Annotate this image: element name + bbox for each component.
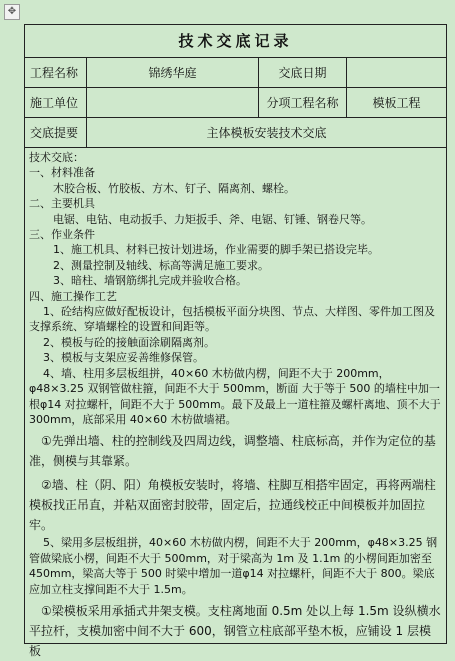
row-unit bbox=[25, 88, 446, 118]
section-4-para-7: 5、梁用多层板组拼，40×60 木枋做内楞，间距不大于 200mm，φ48×3.25 钢管做梁底小楞，间距不大于 500mm，对于梁高为 1m 及 1.1m 的小楞间距加密至 450mm，梁高大等于 500 时梁中增加一道φ14 对拉螺杆，间距不大于 800。梁底应加立柱支撑间距不大于 1.5m。 bbox=[29, 536, 438, 596]
document-title: 技术交底记录 bbox=[25, 25, 446, 58]
row-summary bbox=[25, 118, 446, 148]
date-field[interactable] bbox=[347, 58, 446, 87]
section-1-heading: 一、材料准备 bbox=[29, 166, 95, 180]
content-heading: 技术交底： bbox=[29, 151, 84, 164]
section-3-item-2: 2、测量控制及轴线、标高等满足施工要求。 bbox=[53, 258, 269, 272]
section-4-para-4: 4、墙、柱用多层板组拼，40×60 木枋做内楞，间距不大于 200mm，φ48×3.25 双钢管做柱箍，间距不大于 500mm，断面 大于等于 500 的墙柱中加一根φ14 对拉螺杆，间距不大于 500mm。最下及最上一道柱箍及螺杆离地、顶不大于 300mm，底部采用 40×60 木枋做墙裙。 bbox=[29, 366, 441, 426]
section-4-para-1: 1、砼结构应做好配板设计，包括模板平面分块图、节点、大样图、零件加工图及支撑系统、穿墙螺栓的设置和间距等。 bbox=[29, 305, 435, 334]
section-4-heading: 四、施工操作工艺 bbox=[29, 289, 117, 303]
subproject-field[interactable]: 模板工程 bbox=[372, 96, 421, 110]
section-4-para-5: ①先弹出墙、柱的控制线及四周边线，调整墙、柱底标高，并作为定位的基准，侧模与其靠紧。 bbox=[29, 434, 436, 469]
section-4-para-2: 2、模板与砼的接触面涂刷隔离剂。 bbox=[43, 335, 215, 349]
section-3-heading: 三、作业条件 bbox=[29, 228, 95, 242]
unit-label: 施工单位 bbox=[25, 88, 87, 117]
section-1-items: 木胶合板、竹胶板、方木、钉子、隔离剂、螺栓。 bbox=[53, 181, 295, 195]
move-handle-icon[interactable]: ✥ bbox=[4, 4, 20, 20]
section-3-item-3: 3、暗柱、墙钢筋绑扎完成并验收合格。 bbox=[53, 274, 247, 288]
project-name-label: 工程名称 bbox=[25, 58, 87, 87]
section-3-item-1: 1、施工机具、材料已按计划进场，作业需要的脚手架已搭设完毕。 bbox=[53, 243, 379, 257]
section-2-items: 电锯、电钻、电动扳手、力矩扳手、斧、电锯、钉锤、钢卷尺等。 bbox=[53, 212, 372, 226]
section-4-para-8: ①梁模板采用承插式井架支模。支柱离地面 0.5m 处以上每 1.5m 设纵横水平拉杆，支模加密中间不大于 600，钢管立柱底部平垫木板，应铺设 1 层模板 bbox=[29, 603, 441, 658]
section-4-para-3: 3、模板与支架应妥善维修保管。 bbox=[43, 351, 204, 365]
disclosure-content[interactable] bbox=[25, 148, 446, 661]
disclosure-record-table bbox=[24, 24, 447, 658]
section-2-heading: 二、主要机具 bbox=[29, 197, 95, 211]
subproject-label: 分项工程名称 bbox=[259, 88, 347, 117]
summary-label: 交底提要 bbox=[25, 118, 87, 147]
unit-field[interactable] bbox=[87, 88, 259, 117]
project-name-field[interactable]: 锦绣华庭 bbox=[87, 58, 259, 87]
date-label: 交底日期 bbox=[259, 58, 347, 87]
row-project bbox=[25, 58, 446, 88]
section-4-para-6: ②墙、柱（阴、阳）角模板安装时，将墙、柱脚互相搭牢固定，再将两端柱模板找正吊直，并粘双面密封胶带，固定后，拉通线校正中间模板并加固拉牢。 bbox=[29, 478, 436, 533]
summary-field[interactable]: 主体模板安装技术交底 bbox=[206, 126, 327, 140]
